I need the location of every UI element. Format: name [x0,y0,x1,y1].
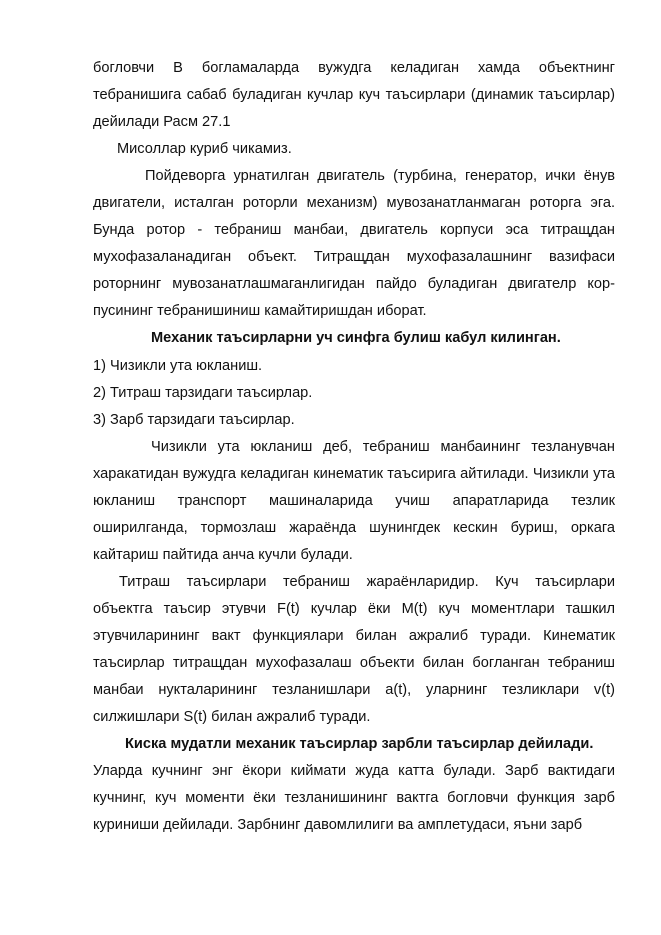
heading-shock-actions: Киска мудатли механик таъсирлар зарбли таъсирлар дейилади. [125,736,594,753]
paragraph-linear-overload: Чизикли ута юкланиш деб, тебраниш манбаининг тезланувчан харакатидан вужудга келадиган кинематик таъсирига айтилади. Чизикли ута юкланиш транспорт машиналарида учиш апаратларида тезлик оширилганда, тормозлаш жараёнда шунингдек кескин буриш, оркага кайтариш пайтида анча кучли булади. [93,438,615,563]
paragraph-shock-description: Уларда кучнинг энг ёкори киймати жуда катта булади. Зарб вактидаги кучнинг, куч моменти ёки тезланишининг вактга богловчи функция зарб куриниши дейилади. Зарбнинг давомлилиги ва амплетудаси, яъни зарб [93,763,615,834]
list-item-vibration: 2) Титраш тарзидаги таъсирлар. [93,384,313,401]
paragraph-vibration-actions: Титраш таъсирлари тебраниш жараёнларидир. Куч таъсирлари объектга таъсир этувчи F(t) кучлар ёки M(t) куч моментлари ташкил этувчиларининг вакт функциялари билан ажралиб туради. Кинематик таъсирлар титращдан мухофазалаш объекти билан богланган тебраниш манбаи нукталарининг тезланишлари a(t), уларнинг тезликлари v(t) силжишлари S(t) билан ажралиб туради. [93,573,615,726]
paragraph-examples-intro: Мисоллар куриб чикамиз. [117,141,292,158]
document-page [93,55,615,839]
list-item-shock: 3) Зарб тарзидаги таъсирлар. [93,411,295,428]
list-item-linear-overload: 1) Чизикли ута юкланиш. [93,357,263,374]
paragraph-dynamic-actions: богловчи В богламаларда вужудга келадиган хамда объектнинг тебранишига сабаб буладиган кучлар куч таъсирлари (динамик таъсирлар) дейилади Расм 27.1 [93,60,615,131]
heading-three-classes: Механик таъсирларни уч синфга булиш кабул килинган. [151,330,561,347]
paragraph-engine-example: Пойдеворга урнатилган двигатель (турбина, генератор, ички ёнув двигатели, исталган роторли механизм) мувозанатланмаган роторга эга. Бунда ротор - тебраниш манбаи, двигатель корпуси эса титращдан мухофазаланадиган объект. Титращдан мухофазалашнинг вазифаси роторнинг мувозанатлашмаганлигидан пайдо буладиган двигателр кор-пусининг тебранишиниш камайтиришдан иборат. [93,168,615,320]
